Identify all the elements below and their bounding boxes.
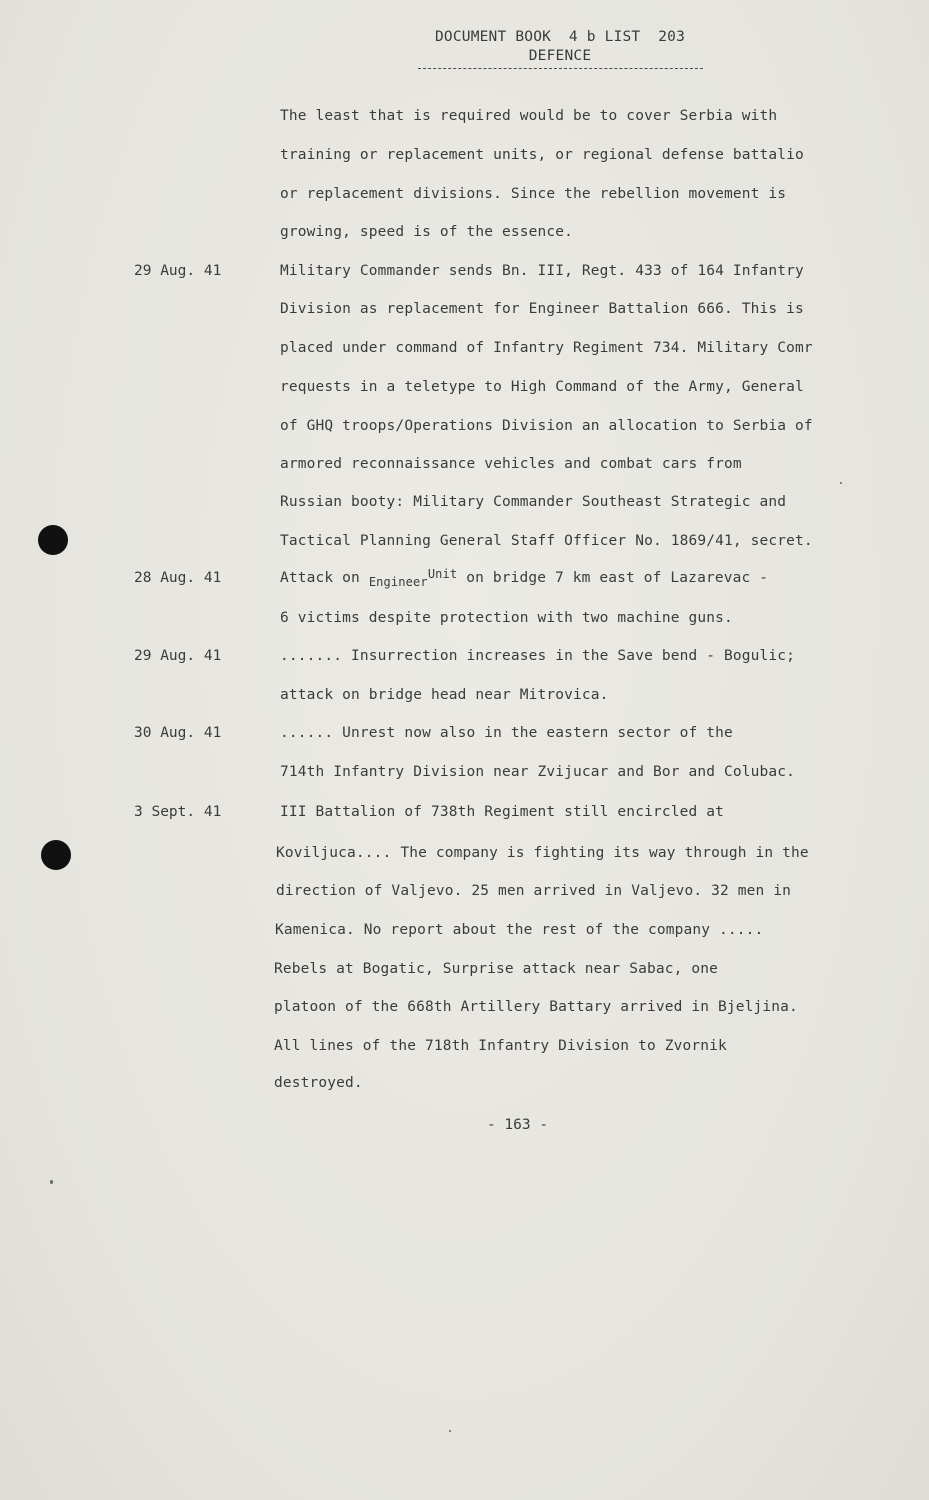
date-29-aug: 29 Aug. 41: [134, 263, 222, 279]
body-line: Military Commander sends Bn. III, Regt. 433 of 164 Infantry: [280, 263, 804, 279]
attack-line: [280, 568, 768, 588]
body-line: direction of Valjevo. 25 men arrived in Valjevo. 32 men in: [276, 883, 792, 899]
date-30-aug: 30 Aug. 41: [134, 725, 222, 741]
body-line: Koviljuca.... The company is fighting its way through in the: [276, 845, 809, 861]
date-3-sept: 3 Sept. 41: [134, 804, 222, 820]
body-line: 6 victims despite protection with two machine guns.: [280, 610, 733, 626]
header-subtitle: DEFENCE: [528, 48, 592, 64]
body-line: All lines of the 718th Infantry Division to Zvornik: [274, 1038, 727, 1054]
body-line: attack on bridge head near Mitrovica.: [280, 687, 609, 703]
body-line: placed under command of Infantry Regiment 734. Military Comr: [280, 340, 813, 356]
attack-line-subscript: Engineer: [368, 575, 428, 589]
body-line: Tactical Planning General Staff Officer No. 1869/41, secret.: [280, 533, 813, 549]
body-line: training or replacement units, or regional defense battalio: [280, 147, 804, 163]
body-line: 714th Infantry Division near Zvijucar and Bor and Colubac.: [280, 764, 796, 780]
header-title: DOCUMENT BOOK 4 b LIST 203: [434, 29, 686, 45]
body-line: armored reconnaissance vehicles and combat cars from: [280, 456, 742, 472]
paper-speck: [50, 1180, 53, 1184]
paper-speck: [840, 482, 842, 484]
punch-hole: [41, 840, 71, 870]
attack-line-superscript: Unit: [427, 567, 458, 581]
body-line: The least that is required would be to cover Serbia with: [280, 108, 778, 124]
body-line: requests in a teletype to High Command of the Army, General: [280, 379, 804, 395]
body-line: ....... Insurrection increases in the Save bend - Bogulic;: [280, 648, 796, 664]
body-line: Rebels at Bogatic, Surprise attack near Sabac, one: [274, 961, 718, 977]
date-29-aug-second: 29 Aug. 41: [134, 648, 222, 664]
body-line: III Battalion of 738th Regiment still encircled at: [280, 804, 724, 820]
body-line: of GHQ troops/Operations Division an allocation to Serbia of: [280, 418, 813, 434]
date-28-aug: 28 Aug. 41: [134, 570, 222, 586]
body-line: destroyed.: [274, 1075, 363, 1091]
body-line: ...... Unrest now also in the eastern sector of the: [280, 725, 733, 741]
body-line: Russian booty: Military Commander Southeast Strategic and: [280, 494, 787, 510]
page-number: - 163 -: [486, 1117, 549, 1133]
body-line: Division as replacement for Engineer Battalion 666. This is: [280, 301, 804, 317]
body-line: platoon of the 668th Artillery Battary arrived in Bjeljina.: [274, 999, 798, 1015]
header-dashed-rule: [418, 68, 703, 69]
body-line: Kamenica. No report about the rest of the company .....: [275, 922, 764, 938]
paper-speck: [449, 1430, 451, 1432]
body-line: growing, speed is of the essence.: [280, 224, 574, 240]
body-line: or replacement divisions. Since the rebellion movement is: [280, 186, 787, 202]
document-header: [380, 28, 740, 69]
punch-hole: [38, 525, 68, 555]
attack-line-start: Attack on: [280, 570, 369, 586]
attack-line-end: on bridge 7 km east of Lazarevac -: [457, 570, 769, 586]
